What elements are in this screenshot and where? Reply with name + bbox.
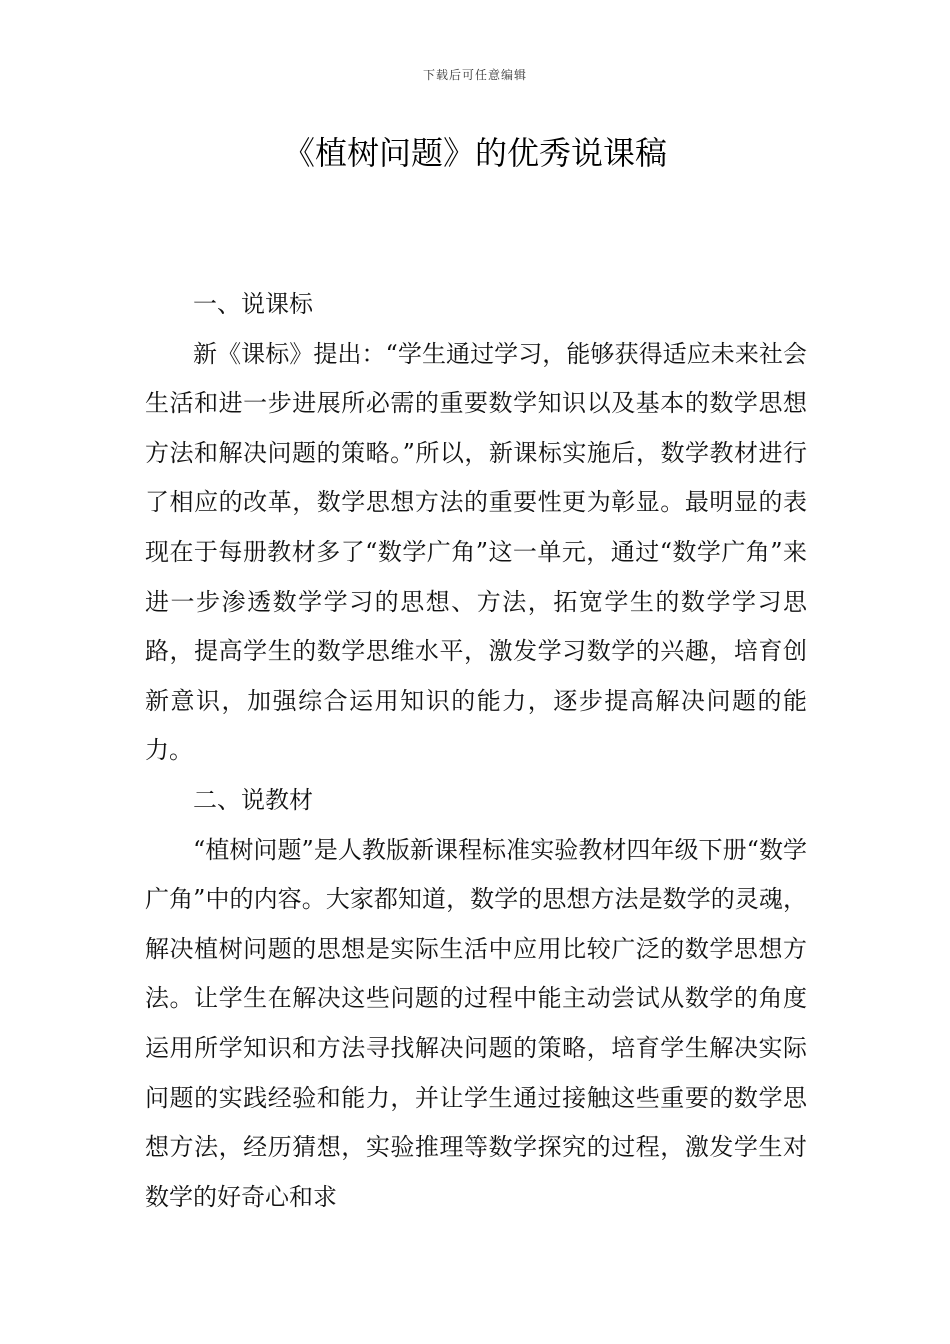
section-heading-textbook: 二、说教材 (193, 785, 313, 814)
section-paragraph-curriculum: 新《课标》提出：“学生通过学习，能够获得适应未来社会生活和进一步进展所必需的重要数学知识以及基本的数学思想方法和解决问题的策略。”所以，新课标实施后，数学教材进行了相应的改革，数学思想方法的重要性更为彰显。最明显的表现在于每册教材多了“数学广角”这一单元，通过“数学广角”来进一步渗透数学学习的思想、方法，拓宽学生的数学学习思路，提高学生的数学思维水平，激发学习数学的兴趣，培育创新意识，加强综合运用知识的能力，逐步提高解决问题的能力。 (145, 339, 807, 765)
section-paragraph-textbook: “植树问题”是人教版新课程标准实验教材四年级下册“数学广角”中的内容。大家都知道，数学的思想方法是数学的灵魂，解决植树问题的思想是实际生活中应用比较广泛的数学思想方法。让学生在解决这些问题的过程中能主动尝试从数学的角度运用所学知识和方法寻找解决问题的策略，培育学生解决实际问题的实践经验和能力，并让学生通过接触这些重要的数学思想方法，经历猜想，实验推理等数学探究的过程，激发学生对数学的好奇心和求 (145, 835, 807, 1211)
header-note: 下载后可任意编辑 (422, 68, 527, 82)
document-body (145, 280, 807, 1222)
page-title: 《植树问题》的优秀说课稿 (282, 134, 667, 172)
section-heading-curriculum: 一、说课标 (193, 290, 313, 318)
